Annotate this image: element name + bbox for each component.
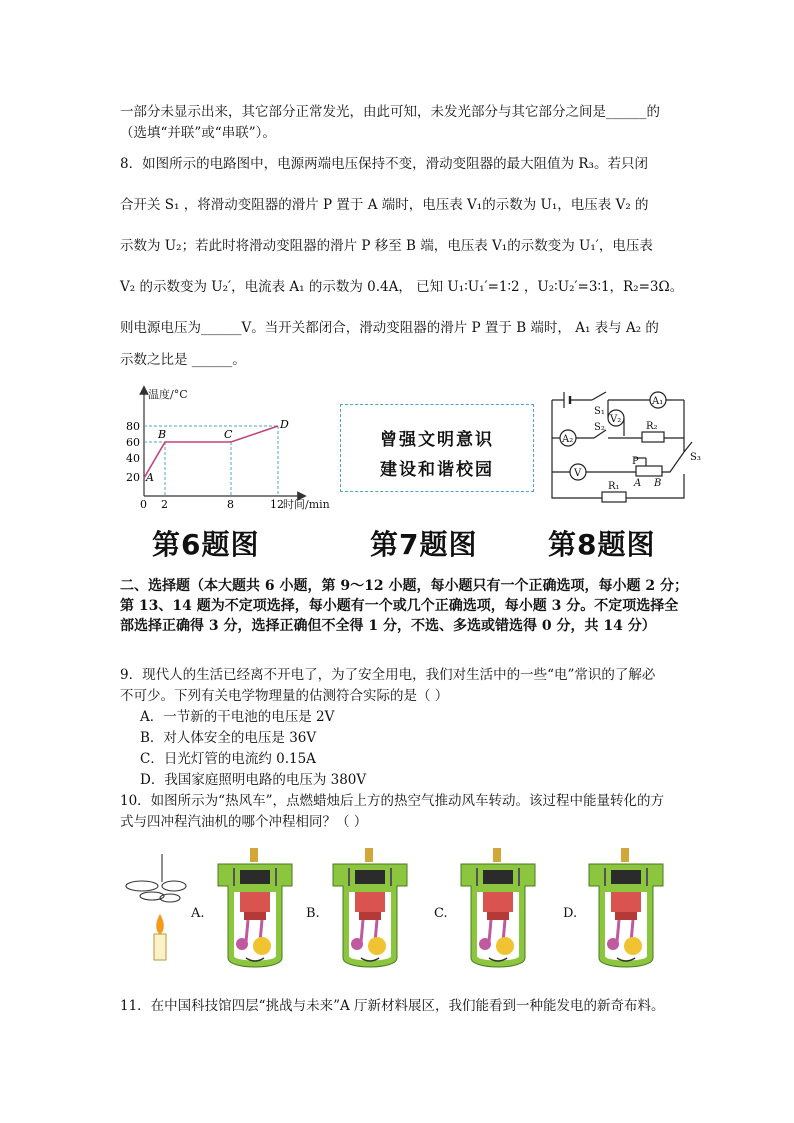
fig6-xtick-0: 0: [140, 498, 147, 511]
engine-stroke-b: [325, 846, 415, 976]
fig6-ytick-40: 40: [126, 452, 140, 465]
fig6-xtick-8: 8: [227, 498, 234, 511]
hot-wind-wheel-candle: [122, 852, 188, 964]
fig8-label-a1: A₁: [652, 396, 664, 407]
fig6-caption: 第6题图: [152, 528, 260, 561]
fig8-label-s3: S₃: [690, 452, 701, 463]
fig6-temperature-graph: [118, 384, 338, 514]
candle-flame-icon: [156, 914, 164, 934]
q9-line-2: 不可少。下列有关电学物理量的估测符合实际的是（ ）: [120, 688, 449, 704]
q7-tail-line-2: （选填“并联”或“串联”）。: [120, 125, 276, 141]
engine-option-c-label: C.: [434, 906, 448, 921]
fig7-slogan-board: [340, 404, 534, 492]
engine-option-d-label: D.: [563, 906, 578, 921]
q10-line-2: 式与四冲程汽油机的哪个冲程相同？（ ）: [120, 814, 368, 830]
fig6-point-a: A: [146, 471, 154, 484]
q9-option-d: D．我国家庭照明电路的电压为 380V: [140, 772, 367, 788]
fig8-label-b: B: [654, 478, 662, 489]
fig8-label-r2: R₂: [646, 421, 658, 432]
fig6-ytick-20: 20: [126, 471, 140, 484]
fig7-slogan-line-2: 建设和谐校园: [380, 460, 494, 480]
q8-line-2: 合开关 S₁ ，将滑动变阻器的滑片 P 置于 A 端时，电压表 V₁的示数为 U₁，电压表 V₂ 的: [120, 197, 649, 213]
fig8-label-v: V: [574, 468, 582, 479]
fig6-ylabel: 温度/°C: [148, 388, 188, 401]
fig8-label-a2: A₂: [562, 434, 574, 445]
q9-option-b: B．对人体安全的电压是 36V: [140, 730, 317, 746]
q8-line-4: V₂ 的示数变为 U₂′，电流表 A₁ 的示数为 0.4A， 已知 U₁∶U₁′=1∶2 ，U₂∶U₂′=3∶1，R₂=3Ω。: [120, 279, 684, 295]
fig7-caption: 第7题图: [370, 528, 478, 561]
fig6-point-c: C: [224, 428, 233, 441]
fig8-switch-s1: [592, 392, 606, 400]
fig8-label-s1: S₁: [594, 406, 605, 417]
engine-stroke-c: [453, 846, 543, 976]
q8-line-1: 8．如图所示的电路图中，电源两端电压保持不变，滑动变阻器的最大阻值为 R₃。若只闭: [120, 156, 648, 172]
q9-line-1: 9．现代人的生活已经离不开电了，为了安全用电，我们对生活中的一些“电”常识的了解必: [120, 667, 656, 683]
q8-line-3: 示数为 U₂；若此时将滑动变阻器的滑片 P 移至 B 端，电压表 V₁的示数变为 U₁′，电压表: [120, 238, 653, 254]
fig8-caption: 第8题图: [548, 528, 656, 561]
fig8-label-r1: R₁: [608, 481, 620, 492]
fig6-xtick-12: 12: [270, 498, 284, 511]
engine-option-a-label: A.: [191, 906, 205, 921]
fig8-circuit-diagram: [546, 386, 706, 506]
fig6-ytick-60: 60: [126, 436, 140, 449]
q11-line-1: 11．在中国科技馆四层“挑战与未来”A 厅新材料展区，我们能看到一种能发电的新奇布料。: [120, 998, 665, 1014]
fig6-xtick-2: 2: [161, 498, 168, 511]
q9-option-a: A．一节新的干电池的电压是 2V: [140, 709, 335, 725]
engine-stroke-a: [210, 846, 300, 976]
fig8-resistor-r2: [642, 432, 664, 442]
fig8-resistor-r1: [602, 492, 626, 502]
fig6-point-b: B: [158, 428, 167, 441]
fig8-label-p: P: [632, 456, 639, 467]
candle-icon: [154, 934, 166, 960]
q9-option-c: C．日光灯管的电流约 0.15A: [140, 751, 316, 767]
fig8-rheostat: [636, 466, 662, 476]
fig8-switch-s3: [684, 442, 692, 452]
q8-line-5: 则电源电压为______V。当开关都闭合，滑动变阻器的滑片 P 置于 B 端时， A₁ 表与 A₂ 的: [120, 320, 659, 336]
fig8-label-v2: V₂: [610, 414, 622, 425]
section-2-heading: 二、选择题（本大题共 6 小题，第 9～12 小题，每小题只有一个正确选项，每小题 2 分；第 13、14 题为不定项选择，每小题有一个或几个正确选项，每小题 3 分。不定项选择全部选择正确得 3 分，选择正确但不全得 1 分，不选、多选或错选得 0 分，共 14 分）: [120, 578, 688, 634]
fig6-ytick-80: 80: [126, 420, 140, 433]
engine-option-b-label: B.: [306, 906, 320, 921]
q7-tail-line-1: 一部分未显示出来，其它部分正常发光，由此可知，未发光部分与其它部分之间是______的: [120, 104, 660, 120]
fig6-point-d: D: [280, 418, 289, 431]
fig8-label-s2: S₂: [594, 422, 605, 433]
fig6-xlabel: 时间/min: [283, 498, 330, 511]
engine-stroke-d: [581, 846, 671, 976]
q8-line-6: 示数之比是 ______。: [120, 352, 246, 368]
fig7-slogan-line-1: 曾强文明意识: [380, 430, 494, 450]
q10-line-1: 10．如图所示为“热风车”，点燃蜡烛后上方的热空气推动风车转动。该过程中能量转化的方: [120, 793, 664, 809]
fig8-label-a: A: [634, 478, 642, 489]
